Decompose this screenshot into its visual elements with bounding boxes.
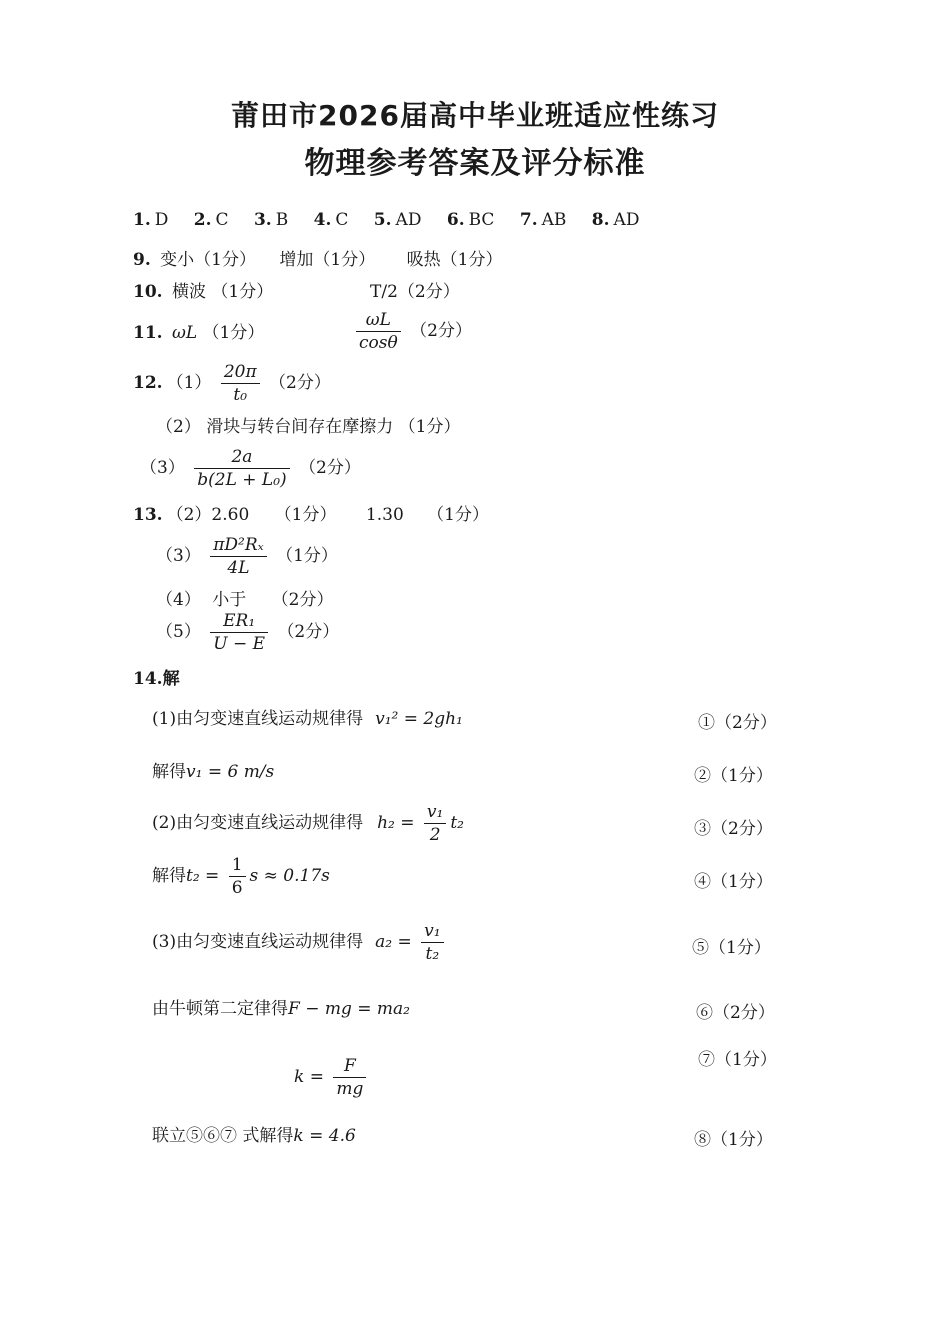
q12-part1: 12. （1） $\frac{20\pi}{\text{t₀}}$ （2分） xyxy=(133,362,331,405)
step-score: ①（2分） xyxy=(698,713,777,733)
q14-step-6: 由牛顿第二定律得F − mg = ma₂ xyxy=(152,999,410,1019)
question-number: 9. xyxy=(133,250,151,270)
q9-row: 9. 变小（1分） 增加（1分） 吸热（1分） xyxy=(133,250,503,270)
q14-step-8: 联立⑤⑥⑦ 式解得k = 4.6 xyxy=(152,1126,356,1146)
page-title: 莆田市2026届高中毕业班适应性练习 xyxy=(231,99,719,132)
q11-answer-2: $\frac{\omega L}{\cos\theta}$ （2分） xyxy=(352,310,472,353)
q13-part2: 13. （2）2.60 （1分） 1.30 （1分） xyxy=(133,505,489,525)
q14-step-2: 解得v₁ = 6 m/s xyxy=(152,762,275,782)
mc-item: 6. BC xyxy=(446,210,495,230)
mc-item: 4. C xyxy=(313,210,349,230)
q10-row: 10. 横波 （1分） xyxy=(133,282,274,302)
fraction: $\frac{F}{mg}$ xyxy=(333,1056,366,1099)
q14-step-4: 解得t₂ = $\frac{1}{6}$ s ≈ 0.17s xyxy=(152,855,330,898)
q13-part3: （3） $\frac{\text{πD²Rₓ}}{4L}$ （1分） xyxy=(156,535,338,578)
q14-step-3: (2)由匀变速直线运动规律得 h₂ = $\frac{\text{v₁}}{2}$ t₂ xyxy=(152,802,464,845)
mc-answers xyxy=(133,209,639,231)
step-score: ⑧（1分） xyxy=(694,1130,773,1150)
mc-item: 5. AD xyxy=(373,210,422,230)
fraction: $\frac{\text{v₁}}{2}$ xyxy=(424,802,446,845)
page-subtitle: 物理参考答案及评分标准 xyxy=(304,146,646,181)
mc-item: 7. AB xyxy=(519,210,567,230)
q13-part5: （5） $\frac{\text{ER₁}}{U - E}$ （2分） xyxy=(156,611,340,654)
q11-row: 11. ωL （1分） xyxy=(133,323,265,343)
fraction: $\frac{\text{ER₁}}{U - E}$ xyxy=(210,611,268,654)
q14-step-7: k = $\frac{F}{mg}$ xyxy=(294,1056,370,1099)
fraction: $\frac{\text{v₁}}{\text{t₂}}$ xyxy=(421,921,443,964)
mc-item: 8. AD xyxy=(591,210,640,230)
step-score: ⑤（1分） xyxy=(692,938,771,958)
q14-heading: 14.解 xyxy=(133,669,180,689)
step-score: ②（1分） xyxy=(694,766,773,786)
fraction: $\frac{\text{πD²Rₓ}}{4L}$ xyxy=(210,535,266,578)
q10-answer-2: T/2（2分） xyxy=(370,282,460,302)
q14-step-5: (3)由匀变速直线运动规律得 a₂ = $\frac{\text{v₁}}{\text{t₂}}$ xyxy=(152,921,448,964)
question-number: 13. xyxy=(133,505,163,525)
step-score: ③（2分） xyxy=(694,819,773,839)
mc-item: 2. C xyxy=(193,210,229,230)
mc-item: 3. B xyxy=(253,210,289,230)
fraction: $\frac{2a}{\text{b(2L + L₀)}}$ xyxy=(194,447,289,490)
step-score: ⑦（1分） xyxy=(698,1050,777,1070)
q12-part3: （3） $\frac{2a}{\text{b(2L + L₀)}}$ （2分） xyxy=(140,447,361,490)
q14-step-1: (1)由匀变速直线运动规律得 v₁² = 2gh₁ xyxy=(152,709,463,729)
fraction: $\frac{1}{6}$ xyxy=(229,855,246,898)
q12-part2: （2） 滑块与转台间存在摩擦力 （1分） xyxy=(156,417,461,437)
step-score: ⑥（2分） xyxy=(696,1003,775,1023)
mc-item: 1. D xyxy=(133,210,169,230)
fraction: $\frac{\omega L}{\cos\theta}$ xyxy=(356,310,401,353)
question-number: 10. xyxy=(133,282,163,302)
question-number: 12. xyxy=(133,373,163,393)
step-score: ④（1分） xyxy=(694,872,773,892)
question-number: 11. xyxy=(133,323,163,343)
fraction: $\frac{20\pi}{\text{t₀}}$ xyxy=(221,362,260,405)
q13-part4: （4） 小于 （2分） xyxy=(156,590,334,610)
